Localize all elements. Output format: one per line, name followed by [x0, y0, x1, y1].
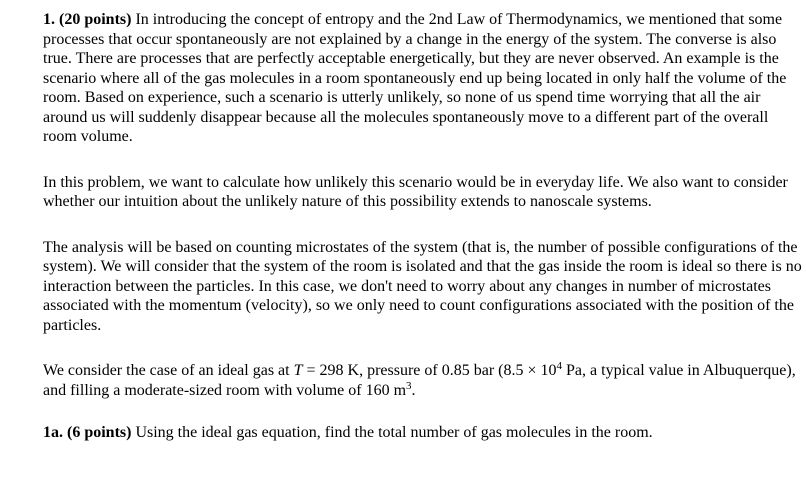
paragraph-conditions — [43, 361, 803, 400]
problem-1-intro — [43, 10, 803, 147]
conditions-text-4: . — [411, 381, 416, 399]
problem-1-text: In introducing the concept of entropy and the 2nd Law of Thermodynamics, we mentioned that some processes that occur spontaneously are not explained by a change in the energy of the system. The converse is also true. There are processes that are perfectly acceptable energetically, but they are never observed. An example is the scenario where all of the gas molecules in a room spontaneously end up being located in only half the volume of the room. Based on experience, such a scenario is utterly unlikely, so none of us spend time worrying that all the air around us will suddenly disappear because all the molecules spontaneously move to a different part of the overall room volume. — [43, 11, 787, 145]
problem-document — [43, 10, 803, 443]
question-1a-text: Using the ideal gas equation, find the total number of gas molecules in the room. — [135, 424, 653, 441]
paragraph-microstates: The analysis will be based on counting microstates of the system (that is, the number of possible configurations of the system). We will consider that the system of the room is isolated and that the gas inside the room is ideal so there is no interaction between the particles. In this case, we don't need to worry about any changes in number of microstates associated with the momentum (velocity), so we only need to count configurations associated with the position of the particles. — [43, 238, 802, 334]
volume-exponent: 3 — [406, 379, 412, 392]
question-1a-label: 1a. (6 points) — [43, 424, 132, 441]
problem-1-label: 1. (20 points) — [43, 11, 132, 28]
temperature-variable: T — [293, 362, 303, 379]
question-1a — [43, 423, 803, 443]
pressure-exponent: 4 — [556, 360, 563, 372]
conditions-text-3: Pa, a typical value in Albuquerque), and filling a moderate-sized room with volume of 160 m — [43, 362, 796, 399]
paragraph-goal: In this problem, we want to calculate how unlikely this scenario would be in everyday life. We also want to consider whether our intuition about the unlikely nature of this possibility extends to nanoscale systems. — [43, 173, 788, 210]
conditions-text-2: = 298 K, pressure of 0.85 bar (8.5 × 10 — [302, 362, 557, 379]
conditions-text-1: We consider the case of an ideal gas at — [43, 362, 294, 379]
